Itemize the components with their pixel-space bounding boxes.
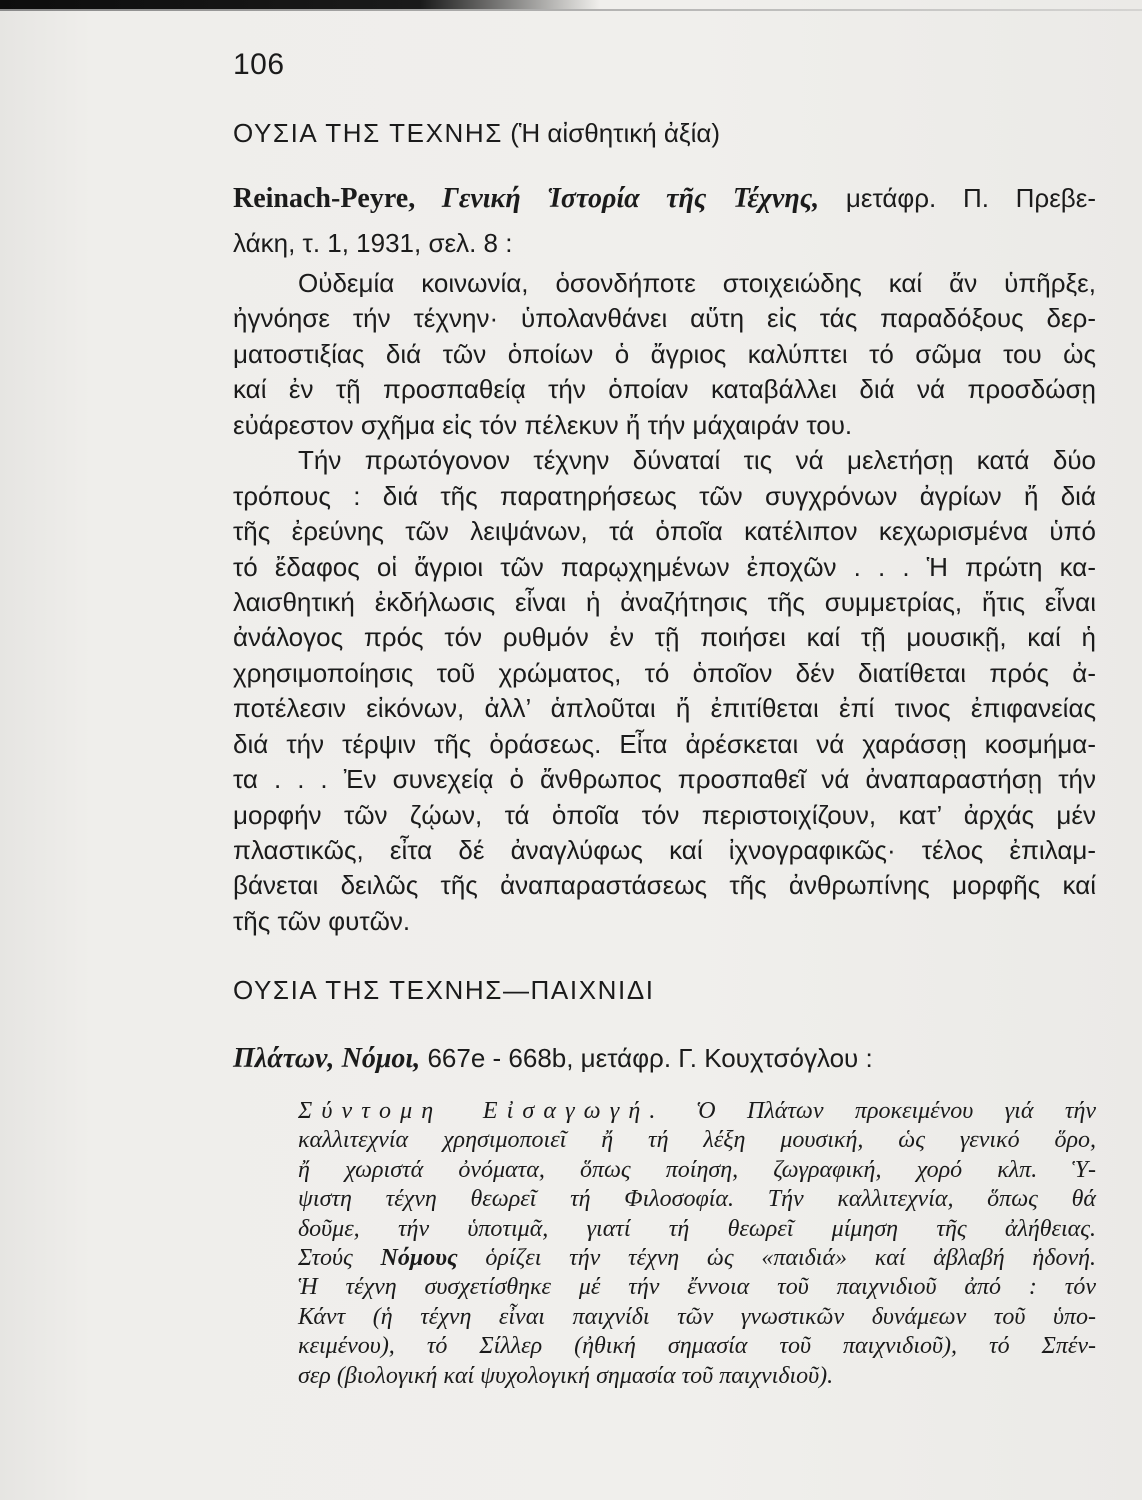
citation-reinach [233, 176, 1096, 265]
intro-line: Ἡ τέχνη συσχετίσθηκε μέ τήν ἔννοια τοῦ παιχνιδιοῦ ἀπό : τόν [298, 1274, 1096, 1301]
quote-line: Τήν πρωτόγονον τέχνην δύναταί τις νά μελετήσῃ κατά δύο [298, 445, 1096, 476]
quote-body [233, 266, 1096, 939]
quote-line: Οὐδεμία κοινωνία, ὁσονδήποτε στοιχειώδης καί ἄν ὑπῆρξε, [298, 268, 1096, 298]
citation-plato [233, 1041, 1096, 1076]
intro-line: κειμένου), τό Σίλλερ (ἠθική σημασία τοῦ παιχνιδιοῦ), τό Σπέν- [298, 1333, 1096, 1360]
quote-line: πλαστικῶς, εἶτα δέ ἀναγλύφως καί ἰχνογραφικῶς· τέλος ἐπιλαμ- [233, 835, 1096, 865]
quote-line: τῆς τῶν φυτῶν. [233, 905, 411, 936]
citation-work: Γενική Ἱστορία τῆς Τέχνης, [441, 183, 820, 214]
citation-author: Πλάτων, [233, 1043, 335, 1074]
citation-work: Νόμοι, [341, 1043, 421, 1074]
intro-text: Στούς [298, 1244, 353, 1271]
quote-line: τρόπους : διά τῆς παρατηρήσεως τῶν συγχρόνων ἀγρίων ἤ διά [233, 480, 1096, 511]
section-heading-subtitle: (Ἡ αἰσθητική ἀξία) [510, 118, 721, 148]
quote-line: βάνεται δειλῶς τῆς ἀναπαραστάσεως τῆς ἀνθρωπίνης μορφῆς καί [233, 870, 1096, 901]
intro-text: ὁρίζει τήν τέχνη ὡς «παιδιά» καί ἀβλαβή ἡδονή. [485, 1244, 1097, 1271]
intro-line: σερ (βιολογική καί ψυχολογική σημασία τοῦ παιχνιδιοῦ). [298, 1362, 834, 1389]
quote-line: ἠγνόησε τήν τέχνην· ὑπολανθάνει αὕτη εἰς τάς παραδόξους δερ- [233, 303, 1096, 334]
intro-label: Σύντομη Εἰσαγωγή. [298, 1098, 665, 1124]
quote-line: τῆς ἐρεύνης τῶν λειψάνων, τά ὁποῖα κατέλιπον κεχωρισμένα ὑπό [233, 516, 1096, 547]
citation-details: 667e - 668b, μετάφρ. Γ. Κουχτσόγλου : [427, 1043, 873, 1073]
citation-line [233, 176, 1096, 221]
citation-author: Reinach-Peyre, [233, 183, 416, 214]
section-heading-essence [233, 116, 720, 150]
quote-line: ματοστιξίας διά τῶν ὁποίων ὁ ἄγριος καλύπτει τό σῶμα του ὡς [233, 338, 1096, 369]
intro-line: καλλιτεχνία χρησιμοποιεῖ ἤ τή λέξη μουσική, ὡς γενικό ὅρο, [298, 1127, 1096, 1154]
intro-line: δοῦμε, τήν ὑποτιμᾶ, γιατί τή θεωρεῖ μίμηση τῆς ἀλήθειας. [298, 1215, 1096, 1242]
quote-line: ἀνάλογος πρός τόν ρυθμόν ἐν τῇ ποιήσει καί τῇ μουσικῇ, καί ἡ [233, 622, 1096, 653]
quote-line: λαισθητική ἐκδήλωσις εἶναι ἡ ἀναζήτησις τῆς συμμετρίας, ἥτις εἶναι [233, 586, 1096, 617]
intro-line: ψιστη τέχνη θεωρεῖ τή Φιλοσοφία. Τήν καλλιτεχνία, ὅπως θά [298, 1186, 1096, 1213]
section-heading-play: ΟΥΣΙΑ ΤΗΣ ΤΕΧΝΗΣ—ΠΑΙΧΝΙΔΙ [233, 975, 655, 1005]
citation-details: μετάφρ. Π. Πρεβε- [845, 183, 1097, 213]
intro-line [298, 1097, 1096, 1126]
quote-line: καί ἐν τῇ προσπαθείᾳ τήν ὁποίαν καταβάλλει διά νά προσδώσῃ [233, 374, 1096, 405]
intro-line [298, 1244, 1096, 1273]
section-heading-title: ΟΥΣΙΑ ΤΗΣ ΤΕΧΝΗΣ [233, 118, 503, 148]
intro-note [298, 1097, 1096, 1391]
intro-line: Κάντ (ἡ τέχνη εἶναι παιχνίδι τῶν γνωστικῶν δυνάμεων τοῦ ὑπο- [298, 1303, 1096, 1330]
quote-paragraph [233, 266, 1096, 443]
quote-line: διά τήν τέρψιν τῆς ὁράσεως. Εἶτα ἀρέσκεται νά χαράσσῃ κοσμήμα- [233, 728, 1096, 759]
scan-top-line [0, 9, 1142, 11]
citation-line: λάκη, τ. 1, 1931, σελ. 8 : [233, 228, 513, 258]
quote-line: ποτέλεσιν εἰκόνων, ἀλλ’ ἁπλοῦται ἤ ἐπιτίθεται ἐπί τινος ἐπιφανείας [233, 693, 1096, 724]
quote-line: τα . . . Ἐν συνεχείᾳ ὁ ἄνθρωπος προσπαθεῖ νά ἀναπαραστήσῃ τήν [233, 764, 1096, 795]
intro-emphasis: Νόμους [380, 1244, 458, 1271]
quote-line: τό ἔδαφος οἱ ἄγριοι τῶν παρῳχημένων ἐποχῶν . . . Ἡ πρώτη κα- [233, 551, 1096, 582]
quote-line: χρησιμοποίησις τοῦ χρώματος, τό ὁποῖον δέν διατίθεται πρός ἀ- [233, 657, 1096, 688]
quote-line: μορφήν τῶν ζῴων, τά ὁποῖα τόν περιστοιχίζουν, κατ’ ἀρχάς μέν [233, 799, 1096, 830]
intro-text: Ὁ Πλάτων προκειμένου γιά τήν [695, 1098, 1096, 1124]
quote-paragraph [233, 443, 1096, 939]
page-number: 106 [233, 48, 285, 81]
quote-line: εὐάρεστον σχῆμα εἰς τόν πέλεκυν ἤ τήν μάχαιράν του. [233, 409, 853, 440]
intro-line: ἤ χωριστά ὀνόματα, ὅπως ποίηση, ζωγραφική, χορό κλπ. Ὑ- [298, 1156, 1096, 1183]
scan-top-edge [0, 0, 600, 9]
